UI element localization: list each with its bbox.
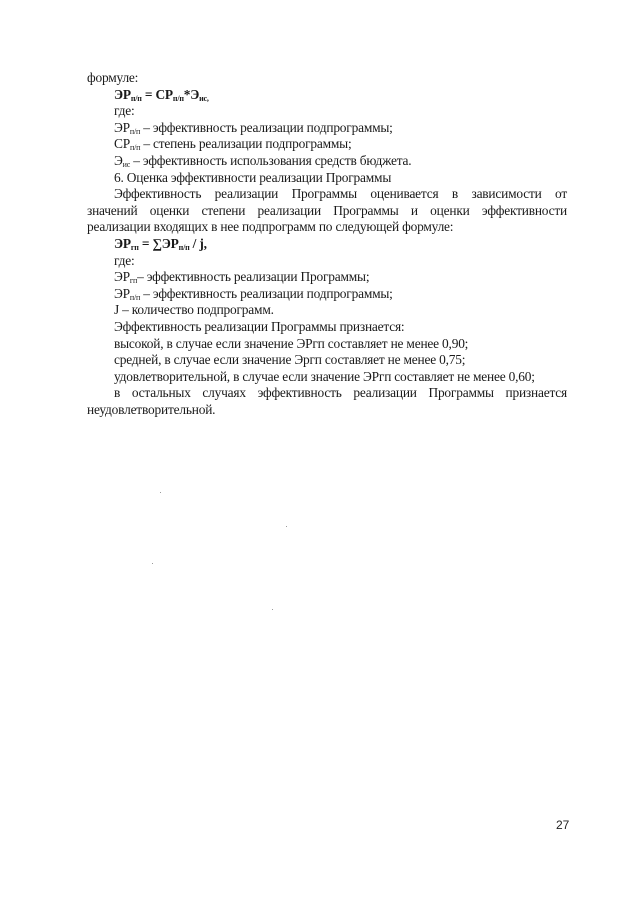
formula-line [87, 236, 567, 253]
formula-part: = ∑ЭР [138, 235, 179, 251]
text-line: Эффективность реализации Программы признается: [114, 318, 405, 334]
text-line [87, 286, 567, 303]
document-body [87, 70, 567, 418]
formula-part: *Э [183, 86, 200, 102]
text-line: значений оценки степени реализации Программы и оценки эффективности [87, 202, 567, 218]
subscript: ис [122, 159, 131, 169]
subscript: п/п [130, 93, 142, 103]
text-line: неудовлетворительной. [87, 401, 216, 417]
subscript: ис, [199, 93, 209, 103]
text-line [87, 153, 567, 170]
text-line [87, 269, 567, 286]
formula-line [87, 87, 567, 104]
scan-speck [272, 609, 273, 610]
formula-part: = СР [141, 86, 173, 102]
text-line: в остальных случаях эффективность реализации Программы признается [114, 385, 567, 401]
subscript: п/п [129, 126, 141, 136]
subscript: гп [129, 276, 138, 286]
page-number: 27 [556, 818, 570, 832]
subscript: п/п [178, 242, 190, 252]
scan-speck [286, 526, 287, 527]
text-part: ЭР [114, 269, 130, 285]
text-part: ЭР [114, 119, 130, 135]
formula-part: ЭР [114, 86, 131, 102]
text-part: СР [114, 136, 130, 152]
text-part: – эффективность реализации подпрограммы; [140, 285, 393, 301]
subscript: п/п [172, 93, 184, 103]
text-line: где: [114, 103, 135, 119]
formula-part: / j, [189, 235, 207, 251]
text-line [87, 120, 567, 137]
text-part: – эффективность реализации подпрограммы; [140, 119, 393, 135]
text-line: средней, в случае если значение Эргп составляет не менее 0,75; [114, 352, 466, 368]
text-line: J – количество подпрограмм. [114, 302, 274, 318]
text-line: Эффективность реализации Программы оценивается в зависимости от [114, 186, 567, 202]
text-part: – степень реализации подпрограммы; [140, 136, 352, 152]
text-part: – эффективность использования средств бюджета. [130, 152, 412, 168]
subscript: п/п [129, 143, 141, 153]
section-heading: 6. Оценка эффективности реализации Программы [114, 169, 392, 185]
text-line: где: [114, 252, 135, 268]
text-line [87, 136, 567, 153]
text-part: Э [114, 152, 123, 168]
text-line: высокой, в случае если значение ЭРгп составляет не менее 0,90; [114, 335, 469, 351]
scan-speck [152, 563, 153, 564]
text-part: – эффективность реализации Программы; [137, 269, 370, 285]
text-line: реализации входящих в нее подпрограмм по следующей формуле: [87, 219, 454, 235]
formula-part: ЭР [114, 235, 131, 251]
text-line: формуле: [87, 70, 139, 85]
scan-speck [160, 492, 161, 493]
text-part: ЭР [114, 285, 130, 301]
subscript: гп [130, 242, 139, 252]
text-line: удовлетворительной, в случае если значение ЭРгп составляет не менее 0,60; [114, 368, 535, 384]
subscript: п/п [129, 292, 141, 302]
